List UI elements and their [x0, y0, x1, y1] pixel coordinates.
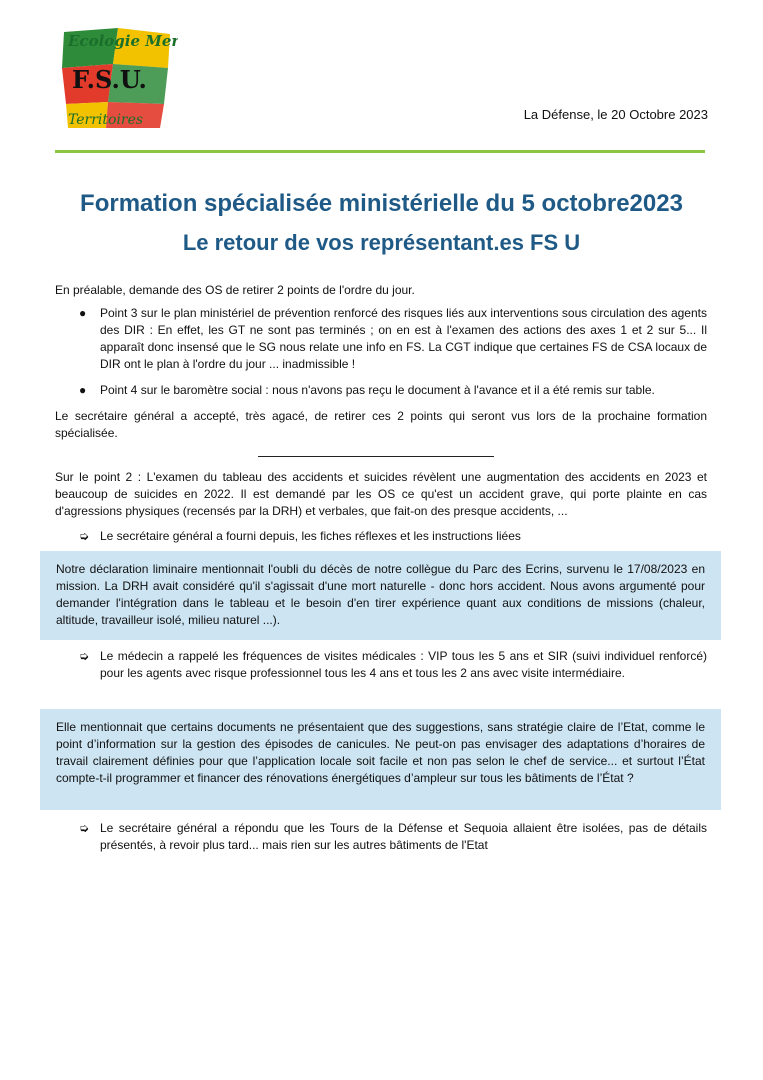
section-divider	[258, 456, 494, 457]
arrow-item	[55, 528, 707, 545]
logo-middle-text: F.S.U.	[72, 65, 147, 94]
after-bullets-paragraph: Le secrétaire général a accepté, très agacé, de retirer ces 2 points qui seront vus lors de la prochaine formation spécialisée.	[55, 409, 707, 440]
fsu-logo	[58, 24, 178, 134]
document-title: Formation spécialisée ministérielle du 5 octobre2023	[80, 190, 683, 217]
bullet-icon: ●	[79, 306, 87, 320]
intro-paragraph: En préalable, demande des OS de retirer 2 points de l'ordre du jour.	[55, 283, 415, 297]
list-item	[55, 382, 707, 399]
arrow-icon: ➭	[79, 649, 90, 663]
bullet-icon: ●	[79, 383, 87, 397]
highlight-box: Notre déclaration liminaire mentionnait l'oubli du décès de notre collègue du Parc des Ecrins, survenu le 17/08/2023 en mission. La DRH avait considéré qu'il s'agissait d'une mort naturelle - donc hors accident. Nous avons argumenté pour demander l'intégration dans le tableau et le besoin d'en tirer expérience quant aux conditions de missions (chaleur, altitude, travailleur isolé, milieu naturel ...).	[40, 551, 721, 640]
arrow-item	[55, 648, 707, 682]
list-item	[55, 305, 707, 373]
arrow-text: Le secrétaire général a fourni depuis, les fiches réflexes et les instructions liées	[100, 529, 521, 543]
bullet-text: Point 4 sur le baromètre social : nous n'avons pas reçu le document à l'avance et il a été remis sur table.	[100, 383, 655, 397]
bullet-list	[55, 305, 707, 408]
arrow-icon: ➭	[79, 529, 90, 543]
arrow-text: Le médecin a rappelé les fréquences de visites médicales : VIP tous les 5 ans et SIR (suivi individuel renforcé) pour les agents avec risque professionnel tous les 4 ans et tous les 2 ans avec visite intermédiaire.	[100, 649, 707, 680]
document-date: La Défense, le 20 Octobre 2023	[523, 107, 708, 122]
arrow-item	[55, 820, 707, 854]
logo-bottom-text: Territoires	[68, 112, 144, 128]
arrow-text: Le secrétaire général a répondu que les Tours de la Défense et Sequoia allaient être isolées, pas de détails présentés, à revoir plus tard... mais rien sur les autres bâtiments de l'Etat	[100, 821, 707, 852]
point2-paragraph: Sur le point 2 : L'examen du tableau des accidents et suicides révèlent une augmentation des accidents en 2023 et beaucoup de suicides en 2022. Il est demandé par les OS ce qu'est un accident grave, qui porte plainte en cas d'agressions physiques (recensés par la DRH) et verbales, que fait-on des presque accidents, ...	[55, 470, 707, 518]
bullet-text: Point 3 sur le plan ministériel de prévention renforcé des risques liés aux interventions sous circulation des agents des DIR : En effet, les GT ne sont pas terminés ; on en est à l'examen des actions des axes 1 et 2 sur 5... Il apparaît donc insensé que le SG nous relate une info en FS. La CGT indique que certaines FS de CSA locaux de DIR ont le plan à l'ordre du jour ... inadmissible !	[100, 306, 707, 371]
highlight-box: Elle mentionnait que certains documents ne présentaient que des suggestions, sans stratégie claire de l’Etat, comme le point d’information sur la gestion des épisodes de canicules. Ne peut-on pas envisager des adaptations d’horaires de travail clairement définies pour que l’application locale soit facile et non pas selon le chef de service... et surtout l’État compte-t-il programmer et financer des rénovations énergétiques d’ampleur sur tous les bâtiments de l’État ?	[40, 709, 721, 810]
header-divider	[55, 150, 705, 153]
logo-top-text: Ecologie Mer	[68, 32, 178, 50]
logo-graphic	[58, 24, 178, 134]
document-subtitle: Le retour de vos représentant.es FS U	[182, 230, 581, 255]
arrow-icon: ➭	[79, 821, 90, 835]
